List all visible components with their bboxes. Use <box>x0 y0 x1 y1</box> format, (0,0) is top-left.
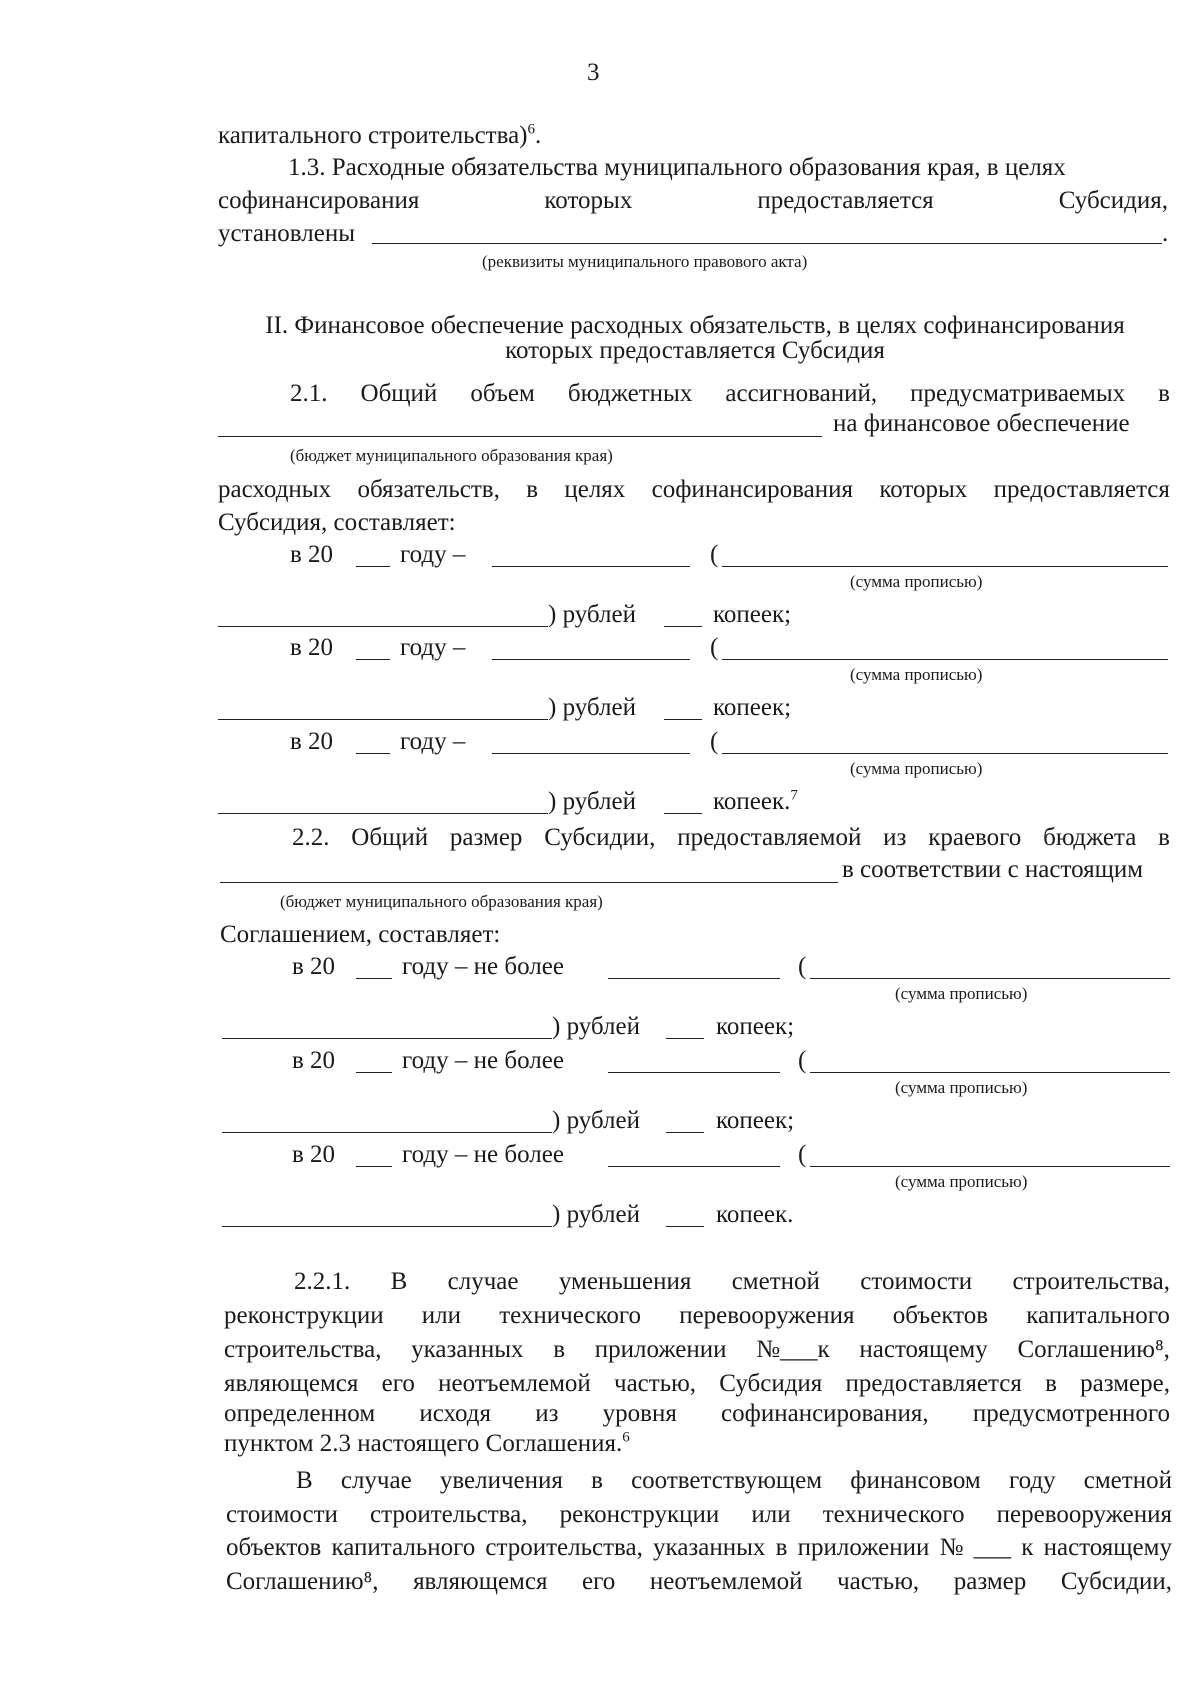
p221-word: Соглашению⁸, <box>1017 1336 1170 1363</box>
p221-word: предоставляется <box>845 1370 1022 1397</box>
p21-line1-word: ассигнований, <box>725 380 878 407</box>
intro-tail: капитального строительства)$^6$. <box>218 121 542 149</box>
p21-row-kop <box>713 693 791 723</box>
p221-word: настоящему <box>859 1336 988 1363</box>
p21-row-open-paren: ( <box>710 541 719 568</box>
increase-word: или <box>751 1501 791 1528</box>
p22-line1-word: Общий <box>351 824 429 851</box>
increase-word: частью, <box>837 1568 920 1595</box>
increase-word: Соглашению⁸, <box>226 1568 379 1595</box>
p21-line3-word: в <box>526 476 538 503</box>
p22-row-open-paren: ( <box>798 1047 807 1074</box>
p21-line3-word: обязательств, <box>357 476 500 503</box>
increase-word: неотъемлемой <box>649 1568 803 1595</box>
p21-row-rub-blank <box>218 813 548 814</box>
p221-last-line: пунктом 2.3 настоящего Соглашения.$^6$ <box>224 1429 630 1457</box>
p21-row-year-word: году – <box>400 541 466 568</box>
p221-word: уменьшения <box>558 1268 692 1295</box>
p221-word: перевооружения <box>679 1302 855 1329</box>
p21-row-open-paren: ( <box>710 728 719 755</box>
kop-text: копеек. <box>713 788 791 815</box>
p22-line1 <box>292 823 1170 853</box>
p21-row-words-blank <box>722 659 1168 660</box>
p13-fill-line <box>372 243 1162 244</box>
p22-row-kop-blank <box>666 1226 704 1227</box>
p22-row-kop-blank <box>666 1132 704 1133</box>
increase-word: сметной <box>1083 1467 1172 1494</box>
p13-caption: (реквизиты муниципального правового акта) <box>482 252 808 271</box>
increase-word: указанных <box>653 1534 766 1561</box>
p221-word: или <box>421 1302 462 1329</box>
kop-text: копеек; <box>713 694 792 721</box>
increase-word: № <box>939 1534 964 1561</box>
increase-word: настоящему <box>1043 1534 1172 1561</box>
p22-caption: (бюджет муниципального образования края) <box>280 892 603 911</box>
p22-row-caption: (сумма прописью) <box>895 1172 1028 1191</box>
p21-row-kop-blank <box>664 626 702 627</box>
p22-line1-word: предоставляемой <box>677 824 862 851</box>
p13-line2 <box>218 186 1168 216</box>
p21-line1-word: в <box>1158 380 1170 407</box>
increase-word: В <box>296 1467 313 1494</box>
p22-row-prefix: в 20 <box>292 1047 336 1074</box>
p21-row-amount-blank <box>492 659 690 660</box>
p221-word: предусмотренного <box>972 1400 1170 1427</box>
p221-word: указанных <box>411 1336 524 1363</box>
increase-line <box>226 1500 1172 1530</box>
p22-row-words-blank <box>810 978 1170 979</box>
p21-row-rub: ) рублей <box>548 601 636 628</box>
p21-row-rub: ) рублей <box>548 788 636 815</box>
p22-row-caption: (сумма прописью) <box>895 984 1028 1003</box>
p221-word: исходя <box>419 1400 492 1427</box>
increase-word: перевооружения <box>996 1501 1172 1528</box>
p221-line <box>224 1369 1170 1399</box>
p221-word: в <box>1045 1370 1057 1397</box>
p21-row-kop <box>713 600 791 630</box>
p21-row-words-blank <box>722 753 1168 754</box>
p21-line3-word: предоставляется <box>993 476 1170 503</box>
increase-line <box>226 1533 1172 1563</box>
p221-word: софинансирования, <box>721 1400 929 1427</box>
increase-word: являющемся <box>413 1568 548 1595</box>
p22-row-rub: ) рублей <box>552 1013 640 1040</box>
p22-row-kop-blank <box>666 1038 704 1039</box>
p221-word: реконструкции <box>224 1302 384 1329</box>
page-number: 3 <box>587 59 600 86</box>
p221-word: из <box>535 1400 559 1427</box>
p221-word: частью, <box>614 1370 697 1397</box>
increase-word: в <box>775 1534 788 1561</box>
p221-word: Субсидия <box>719 1370 823 1397</box>
p21-row-rub-blank <box>218 626 548 627</box>
p21-row-prefix: в 20 <box>290 541 334 568</box>
p21-row-year-blank <box>356 659 390 660</box>
p22-row-year-blank <box>356 1166 392 1167</box>
p21-row-rub-blank <box>218 719 548 720</box>
p22-row-rub-blank <box>222 1038 552 1039</box>
p21-row-caption: (сумма прописью) <box>850 572 983 591</box>
p22-row-year-word: году – не более <box>402 1047 564 1074</box>
p22-line2-end: в соответствии с настоящим <box>842 856 1144 883</box>
p22-row-amount-blank <box>608 1072 780 1073</box>
p22-line1-word: краевого <box>928 824 1022 851</box>
increase-line <box>296 1466 1172 1496</box>
p21-row-kop-blank <box>664 719 702 720</box>
increase-word: приложении <box>797 1534 930 1561</box>
p221-word: технического <box>499 1302 642 1329</box>
p22-line1-word: в <box>1158 824 1170 851</box>
increase-word: объектов <box>226 1534 322 1561</box>
p22-row-year-blank <box>356 978 392 979</box>
increase-word: его <box>582 1568 616 1595</box>
increase-word: ___ <box>973 1534 1012 1561</box>
p22-line3: Соглашением, составляет: <box>220 921 501 948</box>
p21-row-caption: (сумма прописью) <box>850 665 983 684</box>
p21-line1-word: бюджетных <box>567 380 693 407</box>
p21-line1-word: 2.1. <box>290 380 328 407</box>
increase-word: в <box>591 1467 603 1494</box>
p22-row-prefix: в 20 <box>292 1141 336 1168</box>
p221-word: В <box>390 1268 408 1295</box>
p22-row-words-blank <box>810 1072 1170 1073</box>
p21-line3-word: софинансирования <box>651 476 853 503</box>
p22-row-rub: ) рублей <box>552 1107 640 1134</box>
p22-line1-word: Субсидии, <box>544 824 656 851</box>
p21-line1-word: объем <box>470 380 535 407</box>
p22-row-kop: копеек; <box>716 1107 795 1134</box>
increase-word: строительства, <box>370 1501 528 1528</box>
p221-word: случае <box>447 1268 519 1295</box>
p21-row-kop <box>713 787 798 817</box>
p22-row-rub-blank <box>222 1132 552 1133</box>
increase-word: соответствующем <box>631 1467 823 1494</box>
p221-word: определенном <box>224 1400 376 1427</box>
p21-row-kop-blank <box>664 813 702 814</box>
increase-word: стоимости <box>226 1501 338 1528</box>
p21-fill-line <box>218 436 822 437</box>
p221-line <box>224 1399 1170 1429</box>
p21-row-amount-blank <box>492 566 690 567</box>
p22-row-kop: копеек. <box>716 1201 794 1228</box>
p221-word: в <box>553 1336 566 1363</box>
p21-row-caption: (сумма прописью) <box>850 759 983 778</box>
increase-word: к <box>1021 1534 1034 1561</box>
p221-word: его <box>381 1370 415 1397</box>
p21-line2-end: на финансовое обеспечение <box>833 410 1130 437</box>
p21-line3-word: расходных <box>218 476 332 503</box>
p221-word: уровня <box>602 1400 677 1427</box>
p21-line3 <box>218 475 1170 505</box>
p21-row-amount-blank <box>492 753 690 754</box>
p21-row-year-blank <box>356 566 390 567</box>
p13-line3-end: . <box>1162 220 1169 247</box>
p221-word: неотъемлемой <box>438 1370 591 1397</box>
increase-word: случае <box>340 1467 412 1494</box>
footnote-ref: 7 <box>790 787 798 804</box>
p221-word: приложении <box>594 1336 727 1363</box>
increase-word: размер <box>953 1568 1027 1595</box>
p22-row-open-paren: ( <box>798 953 807 980</box>
p13-line2-word: которых <box>544 187 633 214</box>
p22-row-open-paren: ( <box>798 1141 807 1168</box>
p221-word: капитального <box>1026 1302 1170 1329</box>
p221-word: №___к <box>756 1336 830 1363</box>
increase-word: увеличения <box>439 1467 563 1494</box>
increase-line <box>226 1567 1172 1597</box>
p221-line <box>224 1301 1170 1331</box>
p13-line2-word: софинансирования <box>218 187 420 214</box>
p21-row-open-paren: ( <box>710 634 719 661</box>
p221-word: размере, <box>1080 1370 1170 1397</box>
p22-row-year-word: году – не более <box>402 953 564 980</box>
p21-line1 <box>290 379 1170 409</box>
p21-row-rub: ) рублей <box>548 694 636 721</box>
p21-line1-word: предусматриваемых <box>910 380 1126 407</box>
kop-text: копеек; <box>713 601 792 628</box>
p221-word: сметной <box>731 1268 820 1295</box>
p221-word: стоимости <box>860 1268 973 1295</box>
p22-line1-word: из <box>883 824 907 851</box>
section2-heading-line1: II. Финансовое обеспечение расходных обязательств, в целях софинансирования <box>265 312 1125 339</box>
increase-word: финансовом <box>850 1467 981 1494</box>
section2-heading-line2: которых предоставляется Субсидия <box>505 337 885 364</box>
increase-word: Субсидии, <box>1060 1568 1172 1595</box>
p13-line2-word: предоставляется <box>757 187 934 214</box>
p221-word: являющемся <box>224 1370 359 1397</box>
p221-line <box>294 1267 1170 1297</box>
p22-row-amount-blank <box>608 1166 780 1167</box>
p221-word: 2.2.1. <box>294 1268 351 1295</box>
p13-line3-label: установлены <box>218 220 356 247</box>
p221-word: строительства, <box>1012 1268 1170 1295</box>
p22-row-amount-blank <box>608 978 780 979</box>
p21-row-year-word: году – <box>400 728 466 755</box>
p21-row-year-blank <box>356 753 390 754</box>
p22-line1-word: бюджета <box>1043 824 1137 851</box>
p13-line1: 1.3. Расходные обязательства муниципального образования края, в целях <box>288 154 1066 181</box>
p21-line4: Субсидия, составляет: <box>218 509 456 536</box>
p21-line1-word: Общий <box>360 380 438 407</box>
p22-row-prefix: в 20 <box>292 953 336 980</box>
p21-line3-word: которых <box>879 476 968 503</box>
p22-row-rub: ) рублей <box>552 1201 640 1228</box>
increase-word: строительства, <box>485 1534 643 1561</box>
increase-word: году <box>1008 1467 1056 1494</box>
increase-word: капитального <box>331 1534 476 1561</box>
p22-row-rub-blank <box>222 1226 552 1227</box>
p22-row-words-blank <box>810 1166 1170 1167</box>
p221-word: объектов <box>892 1302 989 1329</box>
increase-word: технического <box>822 1501 965 1528</box>
p21-row-year-word: году – <box>400 634 466 661</box>
p22-row-year-blank <box>356 1072 392 1073</box>
p22-row-kop: копеек; <box>716 1013 795 1040</box>
increase-word: реконструкции <box>559 1501 720 1528</box>
p21-row-prefix: в 20 <box>290 728 334 755</box>
p22-row-caption: (сумма прописью) <box>895 1078 1028 1097</box>
p22-fill-line <box>220 882 838 883</box>
p22-row-year-word: году – не более <box>402 1141 564 1168</box>
p21-caption: (бюджет муниципального образования края) <box>290 446 613 465</box>
p21-line3-word: целях <box>564 476 626 503</box>
p221-line <box>224 1335 1170 1365</box>
p221-word: строительства, <box>224 1336 382 1363</box>
p21-row-words-blank <box>722 566 1168 567</box>
p22-line1-word: размер <box>449 824 523 851</box>
p21-row-prefix: в 20 <box>290 634 334 661</box>
p13-line2-word: Субсидия, <box>1058 187 1168 214</box>
p22-line1-word: 2.2. <box>292 824 330 851</box>
